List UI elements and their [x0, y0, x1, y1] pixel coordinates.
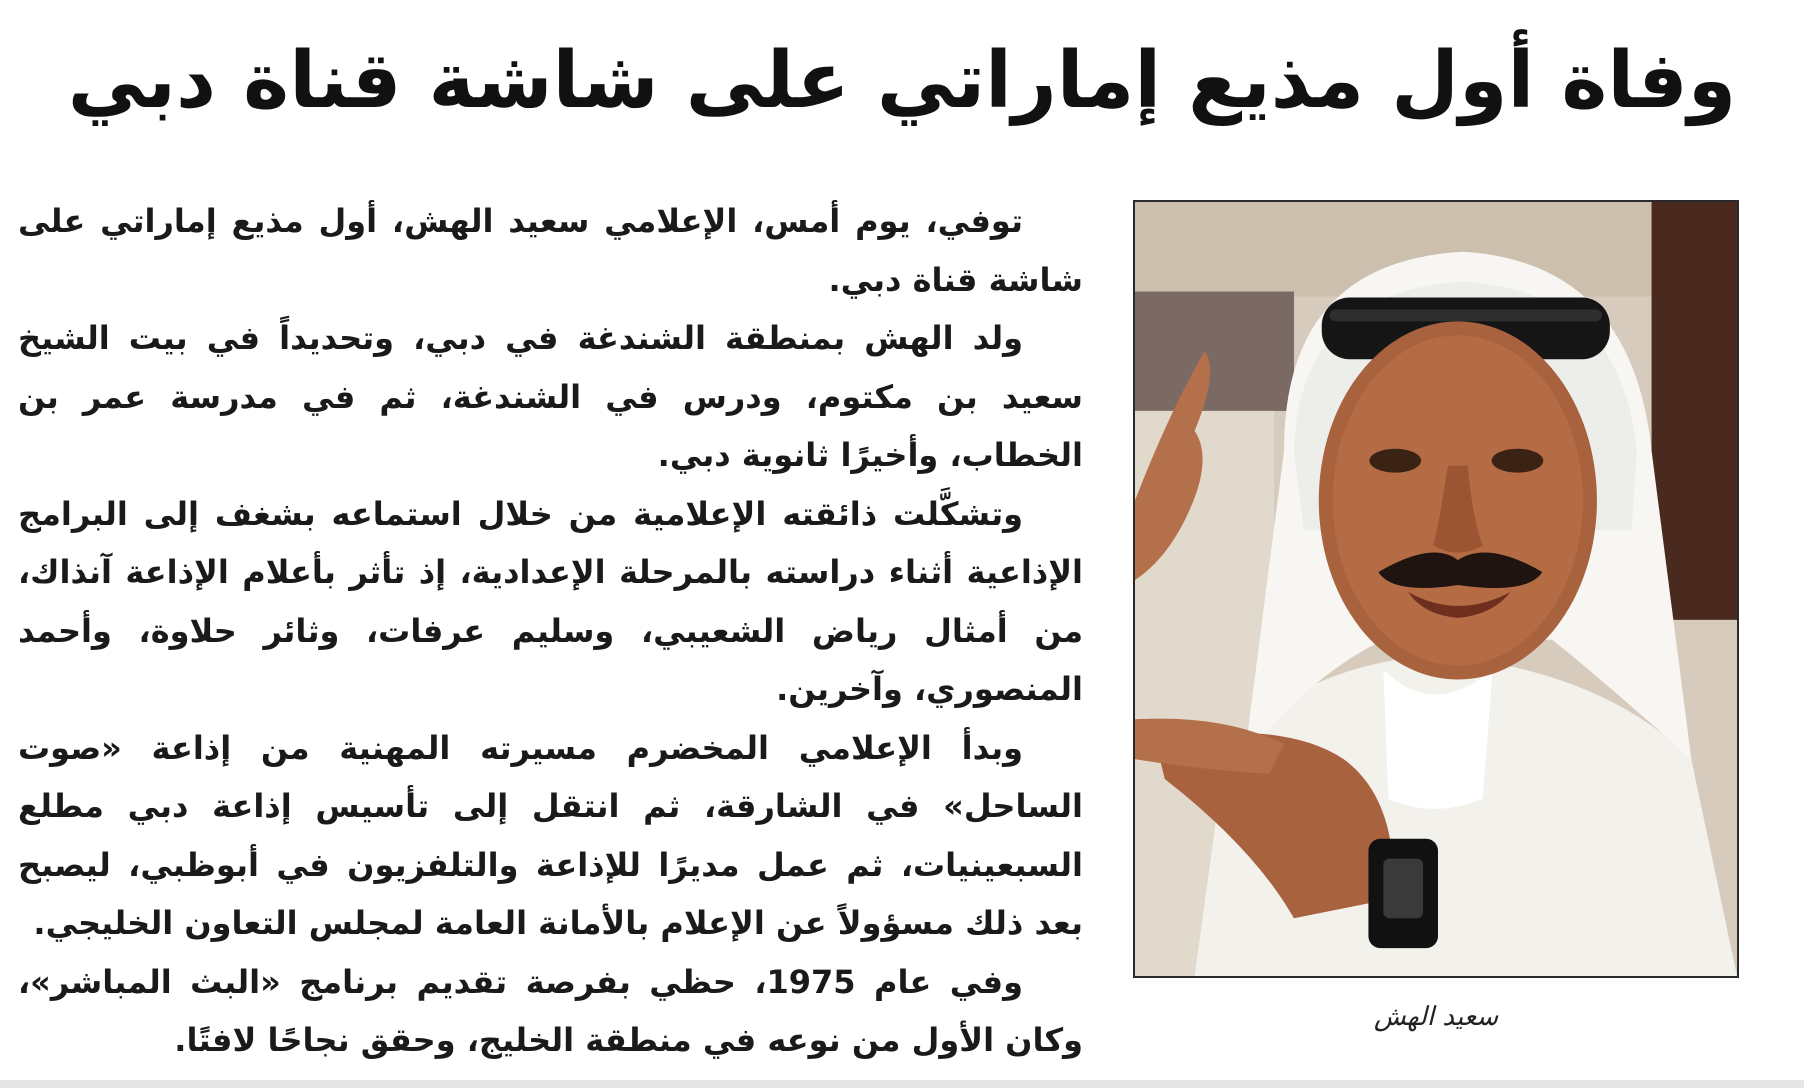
- article-paragraph: ولد الهش بمنطقة الشندغة في دبي، وتحديداً في بيت الشيخ سعيد بن مكتوم، ودرس في الشندغة، ثم في مدرسة عمر بن الخطاب، وأخيرًا ثانوية دبي.: [18, 319, 1083, 474]
- portrait-photo: [1133, 200, 1739, 978]
- portrait-illustration: [1135, 202, 1737, 976]
- article-paragraph: وتشكَّلت ذائقته الإعلامية من خلال استماعه بشغف إلى البرامج الإذاعية أثناء دراسته بالمرحلة الإعدادية، إذ تأثر بأعلام الإذاعة آنذاك، من أمثال رياض الشعيبي، وسليم عرفات، وثائر حلاوة، وأحمد المنصوري، وآخرين.: [18, 494, 1083, 708]
- article-paragraph: وبدأ الإعلامي المخضرم مسيرته المهنية من إذاعة «صوت الساحل» في الشارقة، ثم انتقل إلى تأسيس إذاعة دبي مطلع السبعينيات، ثم عمل مديرًا للإذاعة والتلفزيون في أبوظبي، ليصبح بعد ذلك مسؤولاً عن الإعلام بالأمانة العامة لمجلس التعاون الخليجي.: [18, 728, 1083, 942]
- article-body: [18, 192, 1083, 1070]
- article-paragraph: وفي عام 1975، حظي بفرصة تقديم برنامج «البث المباشر»، وكان الأول من نوعه في منطقة الخليج، وحقق نجاحًا لافتًا.: [18, 962, 1083, 1059]
- article-paragraph: توفي، يوم أمس، الإعلامي سعيد الهش، أول مذيع إماراتي على شاشة قناة دبي.: [18, 202, 1083, 299]
- article-headline: وفاة أول مذيع إماراتي على شاشة قناة دبي: [67, 36, 1737, 126]
- page-bottom-border: [0, 1080, 1804, 1088]
- photo-caption: سعيد الهش: [1373, 1002, 1499, 1032]
